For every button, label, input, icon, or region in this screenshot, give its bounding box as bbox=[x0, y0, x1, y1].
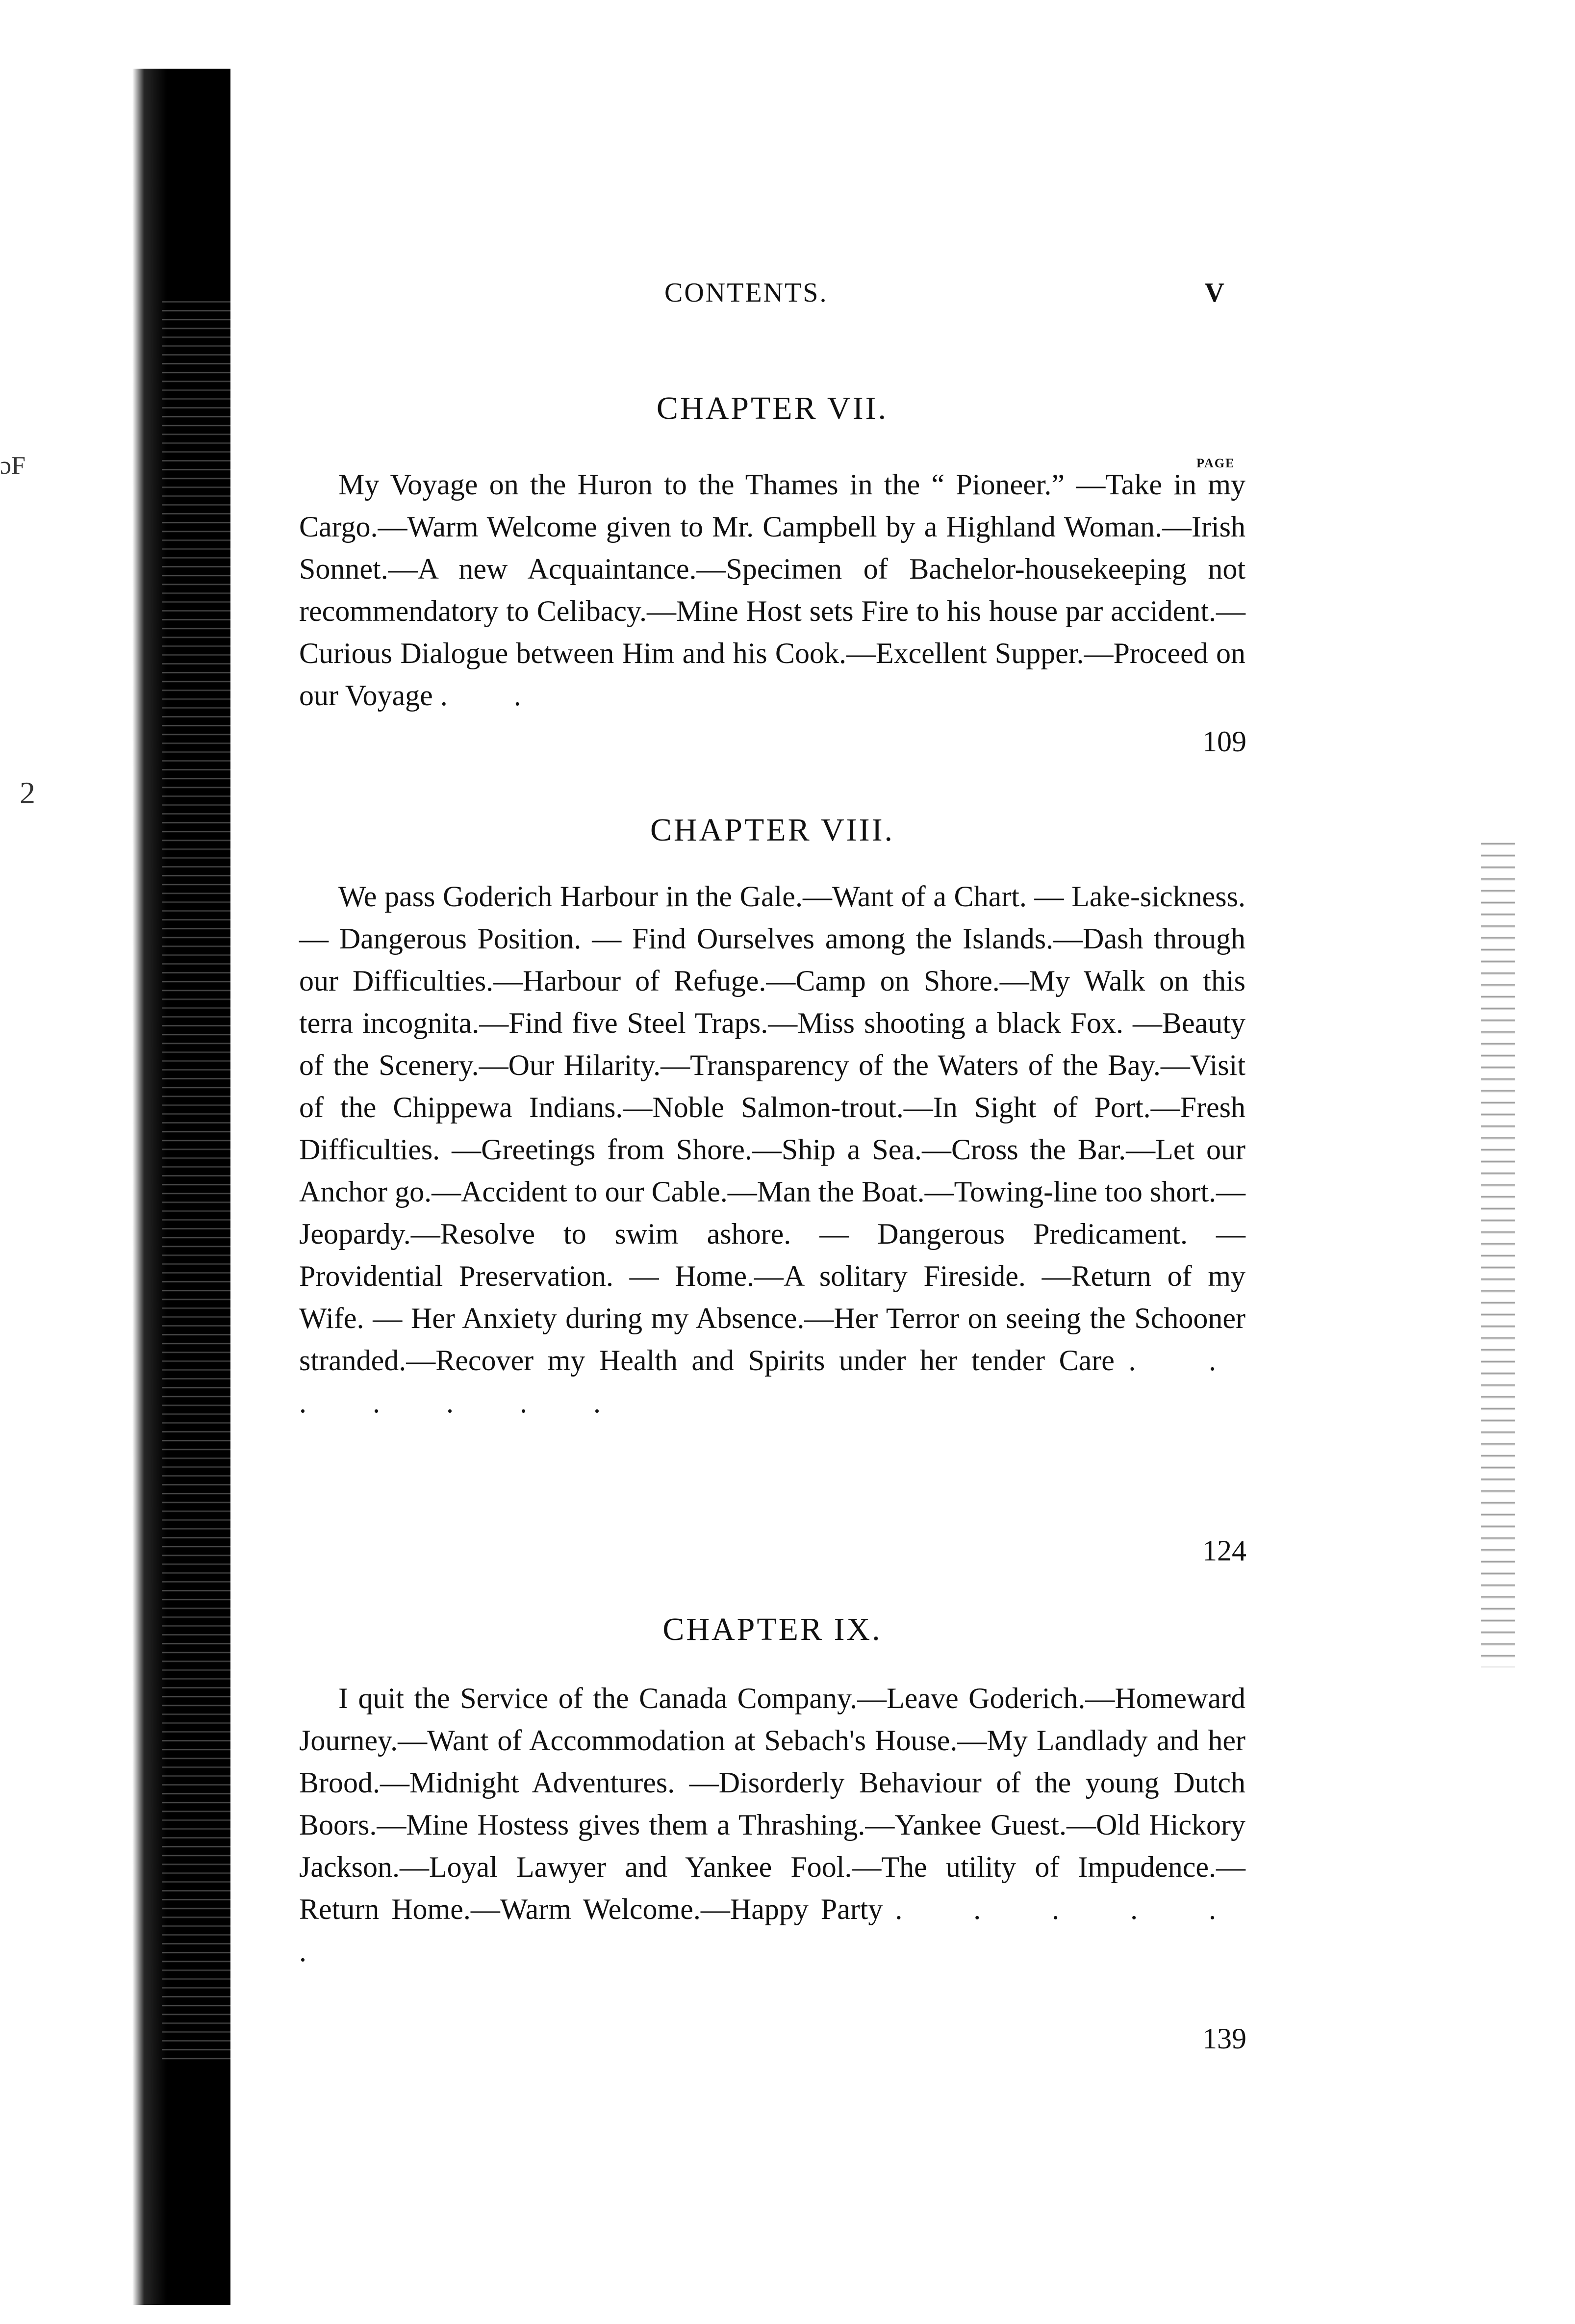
page-column-label: PAGE bbox=[1196, 456, 1235, 470]
header-folio: V bbox=[1204, 278, 1226, 308]
gutter-speckle bbox=[162, 294, 230, 2060]
header-title: CONTENTS. bbox=[664, 278, 828, 308]
right-edge-speckle bbox=[1481, 834, 1515, 1667]
chapter-heading-viii: CHAPTER VIII. bbox=[650, 812, 895, 848]
chapter-summary-vii bbox=[299, 463, 1245, 763]
margin-mark-mid: 2 bbox=[20, 775, 35, 810]
chapter-heading-vii: CHAPTER VII. bbox=[656, 390, 889, 426]
leader-dots-vii: . . bbox=[440, 679, 551, 712]
chapter-heading-ix: CHAPTER IX. bbox=[662, 1611, 882, 1647]
summary-text-ix: I quit the Service of the Canada Company.—Leave Goderich.—Homeward Journey.—Want of Accommodation at Sebach's House.—My Landlady and her Brood.—Midnight Adventures. —Disorderly Behaviour of the young Dutch Boors.—Mine Hostess gives them a Thrashing.—Yankee Guest.—Old Hickory Jackson.—Loyal Lawyer and Yankee Fool.—The utility of Impudence.—Return Home.—Warm Welcome.—Happy Party bbox=[299, 1682, 1245, 1925]
page-number-ix: 139 bbox=[1202, 2022, 1246, 2055]
margin-mark-top: ɔF bbox=[0, 452, 25, 480]
chapter-summary-viii bbox=[299, 875, 1245, 1572]
page-number-vii: 109 bbox=[1202, 725, 1246, 758]
page-number-viii: 124 bbox=[1202, 1534, 1246, 1567]
chapter-summary-ix bbox=[299, 1677, 1245, 2060]
running-header bbox=[490, 277, 1226, 311]
leader-dots-ix: . . . . . . bbox=[299, 1893, 1245, 1967]
summary-text-viii: We pass Goderich Harbour in the Gale.—Want of a Chart. — Lake-sickness. — Dangerous Position. — Find Ourselves among the Islands.—Dash through our Difficulties.—Harbour of Refuge.—Camp on Shore.—My Walk on this terra incognita.—Find five Steel Traps.—Miss shooting a black Fox. —Beauty of the Scenery.—Our Hilarity.—Transparency of the Waters of the Bay.—Visit of the Chippewa Indians.—Noble Salmon-trout.—In Sight of Port.—Fresh Difficulties. —Greetings from Shore.—Ship a Sea.—Cross the Bar.—Let our Anchor go.—Accident to our Cable.—Man the Boat.—Towing-line too short.—Jeopardy.—Resolve to swim ashore. — Dangerous Predicament. — Providential Preservation. — Home.—A solitary Fireside. —Return of my Wife. — Her Anxiety during my Absence.—Her Terror on seeing the Schooner stranded.—Recover my Health and Spirits under her tender Care bbox=[299, 880, 1245, 1377]
leader-dots-viii: . . . . . . . bbox=[299, 1344, 1246, 1419]
summary-text-vii: My Voyage on the Huron to the Thames in the “ Pioneer.” —Take in my Cargo.—Warm Welcome given to Mr. Campbell by a Highland Woman.—Irish Sonnet.—A new Acquaintance.—Specimen of Bachelor-housekeeping not recommendatory to Celibacy.—Mine Host sets Fire to his house par accident.—Curious Dialogue between Him and his Cook.—Excellent Supper.—Proceed on our Voyage bbox=[299, 468, 1245, 712]
